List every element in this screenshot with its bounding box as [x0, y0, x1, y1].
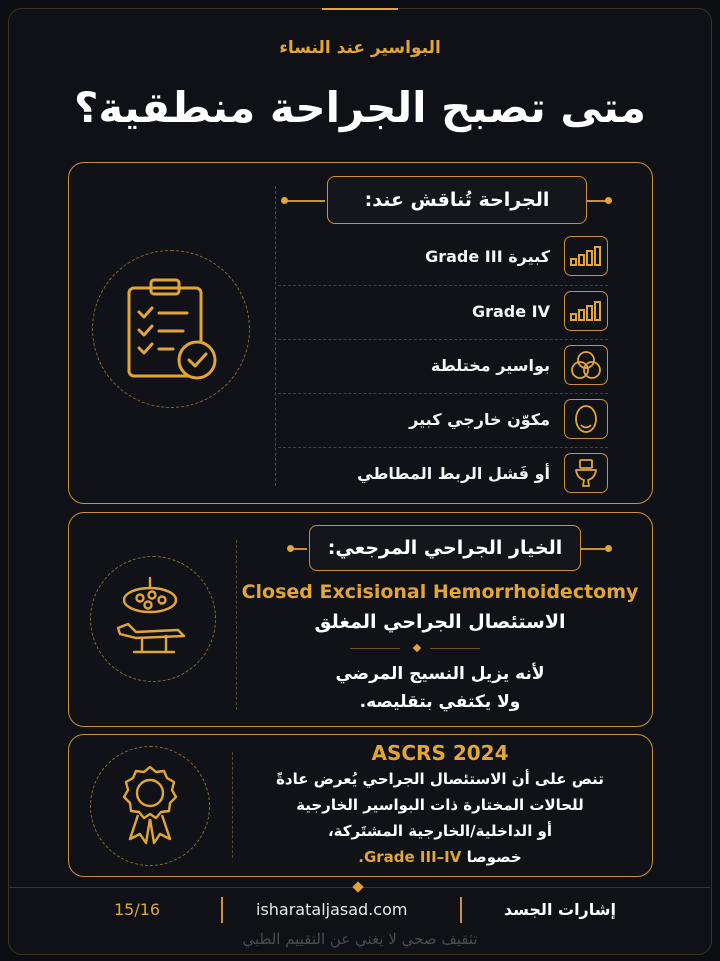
guideline-line-3: أو الداخلية/الخارجية المشتَركة، [327, 822, 553, 840]
guideline-line-1: تنص على أن الاستئصال الجراحي يُعرض عادةً [276, 770, 604, 788]
list-item [278, 338, 608, 392]
clipboard-check-icon [121, 274, 221, 384]
pill-line-right [581, 548, 607, 550]
egg-shape-icon [564, 399, 608, 439]
brand-name: إشارات الجسد [503, 900, 616, 919]
indications-heading: الجراحة تُناقش عند: [327, 176, 587, 224]
award-ribbon-icon [110, 763, 190, 849]
divider-right [430, 648, 480, 649]
card1-divider [275, 186, 276, 486]
tagline: تثقيف صحي لا يغني عن التقييم الطبي [242, 930, 478, 948]
procedure-english-name: Closed Excisional Hemorrhoidectomy [241, 581, 639, 603]
pill-line-right [587, 200, 607, 202]
list-item [278, 229, 608, 283]
signal-bars-icon [564, 291, 608, 331]
pill-dot-left [287, 545, 294, 552]
reference-heading: الخيار الجراحي المرجعي: [309, 525, 581, 571]
page-title: متى تصبح الجراحة منطقية؟ [73, 83, 647, 132]
card3-divider [232, 752, 233, 858]
award-icon-circle [90, 746, 210, 866]
pill-line-left [283, 200, 325, 202]
list-item [278, 446, 608, 500]
overlap-circles-icon [564, 345, 608, 385]
guideline-title: ASCRS 2024 [371, 741, 509, 765]
reason-line-2: ولا يكتفي بتقليصه. [359, 692, 521, 712]
site-link[interactable]: isharataljasad.com [256, 900, 408, 919]
toilet-icon [564, 453, 608, 493]
footer-separator-right [460, 897, 462, 923]
pill-dot-right [605, 545, 612, 552]
signal-bars-icon [564, 236, 608, 276]
top-accent-bar [322, 8, 398, 10]
lamp-icon-circle [90, 556, 216, 682]
list-item-label: أو فَشل الربط المطاطي [357, 463, 550, 483]
list-item-label: مكوّن خارجي كبير [409, 409, 550, 429]
pill-dot-left [281, 197, 288, 204]
surgical-lamp-bed-icon [108, 574, 198, 664]
clipboard-icon-circle [92, 250, 250, 408]
list-item-label: Grade IV [471, 301, 550, 321]
guideline-line-2: للحالات المختارة ذات البواسير الخارجية [296, 796, 584, 814]
list-item [278, 392, 608, 446]
reason-line-1: لأنه يزيل النسيج المرضي [335, 664, 545, 684]
procedure-arabic-name: الاستئصال الجراحي المغلق [314, 611, 566, 633]
guideline-grade: .Grade III–IV [358, 848, 462, 866]
list-item-label: كبيرة Grade III [425, 246, 550, 266]
footer-separator-left [221, 897, 223, 923]
kicker-title: البواسير عند النساء [279, 38, 441, 58]
list-item-label: بواسير مختلطة [430, 355, 550, 375]
guideline-line-4-prefix: خصوصا [466, 848, 522, 866]
page-counter: 15/16 [114, 900, 161, 919]
list-item [278, 284, 608, 338]
divider-left [350, 648, 400, 649]
guideline-line-4 [240, 848, 640, 866]
card2-divider [236, 540, 237, 710]
pill-dot-right [605, 197, 612, 204]
